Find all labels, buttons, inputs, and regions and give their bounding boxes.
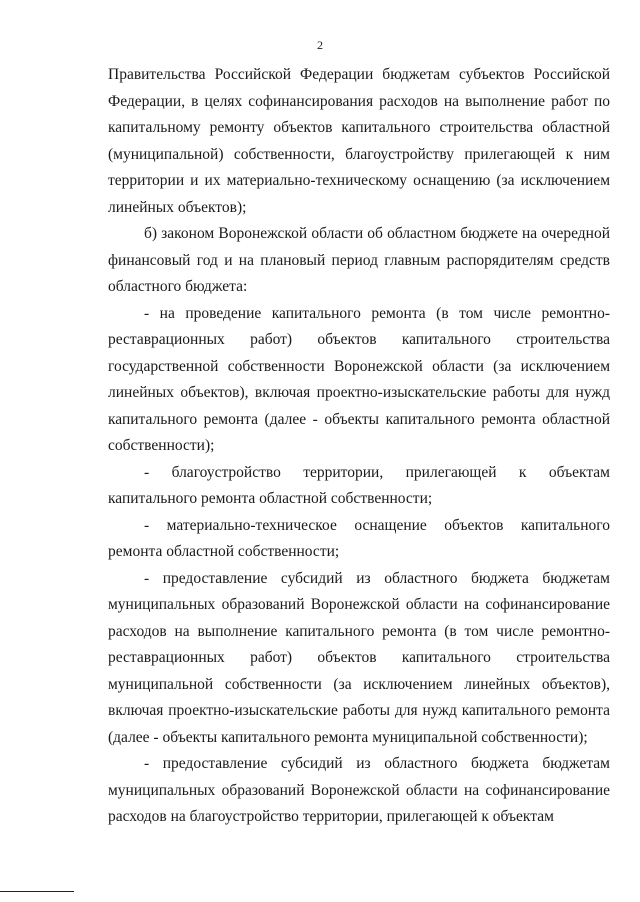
paragraph-b-law: б) законом Воронежской области об областном бюджете на очередной финансовый год и на плановый период главным распорядителям средств областного бюджета: [108,225,610,295]
paragraph-item-subsidies-repair: - предоставление субсидий из областного бюджета бюджетам муниципальных образований Воронежской области на софинансирование расходов на выполнение капитального ремонта (в том числе ремонтно-реставрационных работ) объектов капитального строительства муниципальной собственности (за исключением линейных объектов), включая проектно-изыскательские работы для нужд капитального ремонта (далее - объекты капитального ремонта муниципальной собственности); [108,569,610,746]
page-number: 2 [317,38,323,52]
paragraph-item-subsidies-landscaping: - предоставление субсидий из областного бюджета бюджетам муниципальных образований Воронежской области на софинансирование расходов на благоустройство территории, прилегающей к объектам [108,755,610,825]
paragraph-item-equipment: - материально-техническое оснащение объектов капитального ремонта областной собственности; [108,516,610,560]
document-body [108,62,610,831]
paragraph-item-landscaping: - благоустройство территории, прилегающей к объектам капитального ремонта областной собственности; [108,463,610,507]
paragraph-item-capital-repair: - на проведение капитального ремонта (в том числе ремонтно-реставрационных работ) объектов капитального строительства государственной собственности Воронежской области (за исключением линейных объектов), включая проектно-изыскательские работы для нужд капитального ремонта (далее - объекты капитального ремонта областной собственности); [108,304,610,454]
paragraph-continuation: Правительства Российской Федерации бюджетам субъектов Российской Федерации, в целях софинансирования расходов на выполнение работ по капитальному ремонту объектов капитального строительства областной (муниципальной) собственности, благоустройству прилегающей к ним территории и их материально-техническому оснащению (за исключением линейных объектов); [108,66,610,216]
footer-rule [0,891,74,892]
